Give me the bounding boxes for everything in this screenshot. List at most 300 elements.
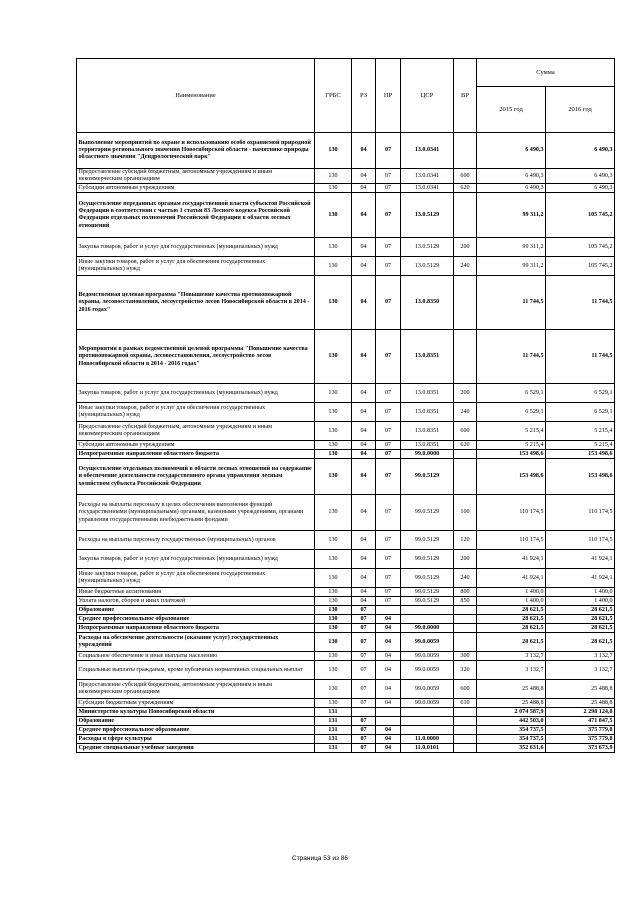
table-row <box>77 661 615 680</box>
table-row <box>77 384 615 403</box>
cell-csr: 99.0.0059 <box>401 699 454 708</box>
table-row <box>77 257 615 276</box>
cell-name: Образование <box>77 606 315 615</box>
cell-sum-2015: 110 174,5 <box>477 495 546 531</box>
table-row <box>77 550 615 569</box>
table-row <box>77 184 615 193</box>
cell-grbs: 130 <box>315 330 352 384</box>
cell-sum-2015: 41 924,1 <box>477 550 546 569</box>
cell-sum-2015: 3 132,7 <box>477 652 546 661</box>
cell-name: Субсидии автономным учреждениям <box>77 441 315 450</box>
cell-sum-2016: 28 621,5 <box>546 624 615 633</box>
cell-sum-2016: 5 215,4 <box>546 422 615 441</box>
budget-table <box>76 58 615 753</box>
table-row <box>77 495 615 531</box>
table-row <box>77 652 615 661</box>
cell-csr: 13.0.5129 <box>401 257 454 276</box>
cell-pr: 07 <box>376 597 401 606</box>
table-row <box>77 624 615 633</box>
cell-pr: 07 <box>376 569 401 588</box>
table-row <box>77 531 615 550</box>
cell-sum-2016: 105 745,2 <box>546 238 615 257</box>
cell-rz: 07 <box>352 735 376 744</box>
cell-name: Закупка товаров, работ и услуг для государственных (муниципальных) нужд <box>77 238 315 257</box>
table-row <box>77 450 615 459</box>
cell-rz: 04 <box>352 133 376 169</box>
cell-grbs: 130 <box>315 257 352 276</box>
cell-csr: 99.0.5129 <box>401 588 454 597</box>
cell-grbs: 130 <box>315 606 352 615</box>
cell-vr: 610 <box>454 699 477 708</box>
cell-sum-2015: 153 498,6 <box>477 459 546 495</box>
cell-csr <box>401 615 454 624</box>
cell-grbs: 131 <box>315 726 352 735</box>
cell-csr: 13.0.8351 <box>401 384 454 403</box>
cell-name: Иные закупки товаров, работ и услуг для обеспечения государственных (муниципальных) нужд <box>77 403 315 422</box>
cell-sum-2016: 1 400,0 <box>546 597 615 606</box>
cell-rz: 07 <box>352 726 376 735</box>
cell-name: Закупка товаров, работ и услуг для государственных (муниципальных) нужд <box>77 550 315 569</box>
cell-pr: 04 <box>376 633 401 652</box>
cell-pr: 04 <box>376 744 401 753</box>
cell-rz: 04 <box>352 403 376 422</box>
cell-sum-2016: 3 132,7 <box>546 652 615 661</box>
cell-name: Предоставление субсидий бюджетным, автономным учреждениям и иным некоммерческим организациям <box>77 169 315 184</box>
cell-rz: 04 <box>352 550 376 569</box>
cell-vr: 200 <box>454 550 477 569</box>
cell-csr: 11.0.0000 <box>401 735 454 744</box>
cell-vr <box>454 615 477 624</box>
cell-sum-2015: 6 490,3 <box>477 133 546 169</box>
cell-name: Расходы на выплаты персоналу в целях обеспечения выполнения функций государственными (муниципальными) органами, казенными учреждениями, органами управления государственными внебюджетными фондами <box>77 495 315 531</box>
cell-sum-2015: 2 074 587,9 <box>477 708 546 717</box>
cell-vr: 240 <box>454 569 477 588</box>
table-row <box>77 422 615 441</box>
cell-csr: 99.0.0059 <box>401 633 454 652</box>
cell-grbs: 130 <box>315 384 352 403</box>
cell-rz: 04 <box>352 531 376 550</box>
cell-sum-2015: 28 621,5 <box>477 606 546 615</box>
table-row <box>77 459 615 495</box>
table-row <box>77 133 615 169</box>
cell-sum-2015: 11 744,5 <box>477 276 546 330</box>
cell-pr: 04 <box>376 624 401 633</box>
cell-vr <box>454 726 477 735</box>
cell-name: Иные закупки товаров, работ и услуг для обеспечения государственных (муниципальных) нужд <box>77 569 315 588</box>
cell-vr: 320 <box>454 661 477 680</box>
table-row <box>77 744 615 753</box>
cell-csr <box>401 726 454 735</box>
cell-name: Иные закупки товаров, работ и услуг для обеспечения государственных (муниципальных) нужд <box>77 257 315 276</box>
cell-grbs: 130 <box>315 624 352 633</box>
cell-sum-2016: 6 490,3 <box>546 169 615 184</box>
cell-grbs: 130 <box>315 422 352 441</box>
cell-pr: 07 <box>376 459 401 495</box>
cell-pr: 04 <box>376 615 401 624</box>
cell-grbs: 131 <box>315 708 352 717</box>
cell-sum-2016: 28 621,5 <box>546 606 615 615</box>
cell-rz: 07 <box>352 699 376 708</box>
cell-sum-2015: 6 490,3 <box>477 184 546 193</box>
cell-sum-2016: 110 174,5 <box>546 495 615 531</box>
cell-pr <box>376 717 401 726</box>
cell-csr: 99.0.5129 <box>401 459 454 495</box>
cell-grbs: 130 <box>315 588 352 597</box>
cell-pr: 04 <box>376 726 401 735</box>
cell-sum-2016: 41 924,1 <box>546 550 615 569</box>
cell-vr <box>454 735 477 744</box>
cell-rz: 04 <box>352 441 376 450</box>
cell-csr: 13.0.0341 <box>401 184 454 193</box>
cell-vr: 620 <box>454 184 477 193</box>
cell-sum-2015: 3 132,7 <box>477 661 546 680</box>
cell-grbs: 130 <box>315 652 352 661</box>
table-row <box>77 193 615 238</box>
cell-name: Среднее профессиональное образование <box>77 726 315 735</box>
cell-pr: 07 <box>376 330 401 384</box>
cell-name: Образование <box>77 717 315 726</box>
cell-csr: 99.0.0000 <box>401 450 454 459</box>
cell-vr: 100 <box>454 495 477 531</box>
cell-sum-2015: 6 490,3 <box>477 169 546 184</box>
header-year-2016: 2016 год <box>546 87 615 133</box>
cell-pr: 07 <box>376 550 401 569</box>
cell-sum-2016: 28 621,5 <box>546 615 615 624</box>
cell-name: Иные бюджетные ассигнования <box>77 588 315 597</box>
cell-sum-2016: 373 673,9 <box>546 744 615 753</box>
cell-grbs: 130 <box>315 550 352 569</box>
cell-rz: 07 <box>352 652 376 661</box>
cell-csr: 13.0.0341 <box>401 169 454 184</box>
cell-sum-2015: 352 631,6 <box>477 744 546 753</box>
cell-grbs: 130 <box>315 441 352 450</box>
cell-vr <box>454 708 477 717</box>
cell-rz: 04 <box>352 184 376 193</box>
cell-pr: 04 <box>376 735 401 744</box>
cell-rz: 04 <box>352 569 376 588</box>
cell-sum-2015: 25 488,8 <box>477 680 546 699</box>
cell-sum-2015: 6 529,1 <box>477 403 546 422</box>
cell-csr: 99.0.0059 <box>401 652 454 661</box>
table-row <box>77 615 615 624</box>
cell-rz: 07 <box>352 744 376 753</box>
cell-pr <box>376 606 401 615</box>
cell-rz: 04 <box>352 330 376 384</box>
cell-vr <box>454 133 477 169</box>
cell-csr: 99.0.0059 <box>401 680 454 699</box>
cell-csr: 13.0.8350 <box>401 276 454 330</box>
cell-vr: 600 <box>454 169 477 184</box>
cell-csr: 99.0.5129 <box>401 531 454 550</box>
table-row <box>77 606 615 615</box>
cell-sum-2016: 153 498,6 <box>546 459 615 495</box>
cell-grbs: 131 <box>315 717 352 726</box>
cell-name: Закупка товаров, работ и услуг для государственных (муниципальных) нужд <box>77 384 315 403</box>
cell-sum-2015: 28 621,5 <box>477 615 546 624</box>
cell-sum-2016: 25 488,8 <box>546 699 615 708</box>
cell-pr: 07 <box>376 184 401 193</box>
table-row <box>77 569 615 588</box>
cell-rz: 04 <box>352 238 376 257</box>
cell-sum-2015: 99 311,2 <box>477 238 546 257</box>
table-row <box>77 276 615 330</box>
cell-name: Уплата налогов, сборов и иных платежей <box>77 597 315 606</box>
cell-vr <box>454 606 477 615</box>
table-row <box>77 699 615 708</box>
cell-grbs: 130 <box>315 184 352 193</box>
header-vr: ВР <box>454 59 477 133</box>
cell-pr: 07 <box>376 531 401 550</box>
cell-csr: 13.0.5129 <box>401 193 454 238</box>
cell-sum-2016: 1 400,0 <box>546 588 615 597</box>
cell-sum-2016: 375 779,8 <box>546 735 615 744</box>
cell-pr: 04 <box>376 680 401 699</box>
header-year-2015: 2015 год <box>477 87 546 133</box>
header-sum: Сумма <box>477 59 615 87</box>
cell-sum-2016: 41 924,1 <box>546 569 615 588</box>
cell-pr: 07 <box>376 193 401 238</box>
cell-vr: 600 <box>454 422 477 441</box>
header-name: Наименование <box>77 59 315 133</box>
cell-sum-2016: 11 744,5 <box>546 276 615 330</box>
cell-name: Расходы на выплаты персоналу государственных (муниципальных) органов <box>77 531 315 550</box>
cell-sum-2015: 110 174,5 <box>477 531 546 550</box>
cell-name: Средние специальные учебные заведения <box>77 744 315 753</box>
cell-rz: 04 <box>352 169 376 184</box>
cell-csr <box>401 708 454 717</box>
cell-sum-2015: 99 311,2 <box>477 193 546 238</box>
cell-sum-2016: 6 490,3 <box>546 184 615 193</box>
cell-rz: 04 <box>352 193 376 238</box>
cell-grbs: 130 <box>315 531 352 550</box>
cell-grbs: 130 <box>315 238 352 257</box>
cell-grbs: 130 <box>315 133 352 169</box>
cell-rz: 04 <box>352 597 376 606</box>
cell-sum-2016: 5 215,4 <box>546 441 615 450</box>
cell-csr: 13.0.0341 <box>401 133 454 169</box>
cell-csr: 99.0.5129 <box>401 569 454 588</box>
table-row <box>77 726 615 735</box>
cell-name: Расходы в сфере культуры <box>77 735 315 744</box>
cell-vr: 200 <box>454 384 477 403</box>
cell-sum-2015: 28 621,5 <box>477 624 546 633</box>
cell-sum-2015: 5 215,4 <box>477 441 546 450</box>
cell-csr: 99.0.5129 <box>401 597 454 606</box>
cell-grbs: 131 <box>315 735 352 744</box>
cell-sum-2015: 5 215,4 <box>477 422 546 441</box>
cell-name: Субсидии бюджетным учреждениям <box>77 699 315 708</box>
cell-sum-2016: 2 298 124,8 <box>546 708 615 717</box>
cell-rz: 07 <box>352 680 376 699</box>
cell-name: Осуществление отдельных полномочий в области лесных отношений на содержание и обеспечение деятельности государственного органа управления лесным хозяйством субъекта Российской Федерации <box>77 459 315 495</box>
cell-csr <box>401 606 454 615</box>
cell-sum-2015: 25 488,8 <box>477 699 546 708</box>
cell-sum-2015: 11 744,5 <box>477 330 546 384</box>
cell-csr: 99.0.0000 <box>401 624 454 633</box>
table-row <box>77 238 615 257</box>
cell-pr: 07 <box>376 441 401 450</box>
cell-sum-2015: 99 311,2 <box>477 257 546 276</box>
cell-name: Предоставление субсидий бюджетным, автономным учреждениям и иным некоммерческим организациям <box>77 680 315 699</box>
cell-rz: 04 <box>352 422 376 441</box>
cell-sum-2015: 354 737,5 <box>477 735 546 744</box>
cell-rz: 04 <box>352 495 376 531</box>
cell-vr <box>454 744 477 753</box>
cell-name: Предоставление субсидий бюджетным, автономным учреждениям и иным некоммерческим организациям <box>77 422 315 441</box>
cell-csr: 13.0.8351 <box>401 403 454 422</box>
cell-pr: 07 <box>376 403 401 422</box>
cell-grbs: 130 <box>315 661 352 680</box>
cell-csr: 99.0.5129 <box>401 550 454 569</box>
cell-rz: 04 <box>352 459 376 495</box>
page-number: Страница 53 из 86 <box>292 855 348 862</box>
cell-name: Выполнение мероприятий по охране и использованию особо охраняемой природной территории регионального значения Новосибирской области - памятнике природы областного значения "Дендрологический парк" <box>77 133 315 169</box>
cell-csr: 99.0.0059 <box>401 661 454 680</box>
cell-pr: 07 <box>376 133 401 169</box>
cell-grbs: 130 <box>315 597 352 606</box>
cell-grbs: 130 <box>315 569 352 588</box>
cell-vr <box>454 193 477 238</box>
cell-name: Социальное обеспечение и иные выплаты населению <box>77 652 315 661</box>
cell-pr: 07 <box>376 169 401 184</box>
table-body <box>77 133 615 753</box>
table-row <box>77 403 615 422</box>
cell-sum-2015: 6 529,1 <box>477 384 546 403</box>
cell-vr: 600 <box>454 680 477 699</box>
cell-name: Непрограммные направления областного бюджета <box>77 624 315 633</box>
cell-sum-2016: 25 488,8 <box>546 680 615 699</box>
cell-name: Ведомственная целевая программа "Повышение качества противопожарной охраны, лесовосстановления, лесоустройство лесов Новосибирской области в 2014 - 2016 годах" <box>77 276 315 330</box>
cell-grbs: 130 <box>315 615 352 624</box>
cell-pr: 07 <box>376 422 401 441</box>
cell-pr: 07 <box>376 276 401 330</box>
cell-name: Непрограммные направления областного бюджета <box>77 450 315 459</box>
cell-vr: 850 <box>454 597 477 606</box>
header-grbs: ГРБС <box>315 59 352 133</box>
cell-grbs: 130 <box>315 699 352 708</box>
cell-vr: 240 <box>454 403 477 422</box>
cell-rz: 07 <box>352 624 376 633</box>
cell-grbs: 130 <box>315 276 352 330</box>
cell-name: Мероприятия в рамках ведомственной целевой программы "Повышение качества противопожарной охраны, лесовосстановления, лесоустройство лесов Новосибирской области в 2014 - 2016 годах" <box>77 330 315 384</box>
cell-sum-2016: 471 847,5 <box>546 717 615 726</box>
cell-pr: 04 <box>376 652 401 661</box>
cell-vr <box>454 633 477 652</box>
cell-name: Субсидии автономным учреждениям <box>77 184 315 193</box>
cell-name: Министерство культуры Новосибирской области <box>77 708 315 717</box>
cell-pr: 07 <box>376 450 401 459</box>
cell-rz: 04 <box>352 257 376 276</box>
cell-pr: 04 <box>376 661 401 680</box>
cell-rz: 04 <box>352 384 376 403</box>
table-row <box>77 680 615 699</box>
cell-vr <box>454 717 477 726</box>
cell-pr: 07 <box>376 257 401 276</box>
cell-sum-2016: 28 621,5 <box>546 633 615 652</box>
cell-csr: 13.0.8351 <box>401 441 454 450</box>
cell-rz: 04 <box>352 276 376 330</box>
table-row <box>77 633 615 652</box>
cell-sum-2016: 11 744,5 <box>546 330 615 384</box>
table-row <box>77 588 615 597</box>
cell-rz: 04 <box>352 588 376 597</box>
cell-grbs: 130 <box>315 633 352 652</box>
cell-name: Расходы на обеспечение деятельности (оказание услуг) государственных учреждений <box>77 633 315 652</box>
cell-pr: 07 <box>376 495 401 531</box>
cell-grbs: 130 <box>315 169 352 184</box>
cell-rz <box>352 708 376 717</box>
cell-vr <box>454 276 477 330</box>
cell-vr <box>454 330 477 384</box>
cell-sum-2016: 375 779,8 <box>546 726 615 735</box>
cell-rz: 04 <box>352 450 376 459</box>
cell-grbs: 130 <box>315 450 352 459</box>
cell-sum-2015: 1 400,0 <box>477 588 546 597</box>
cell-sum-2016: 6 490,3 <box>546 133 615 169</box>
cell-vr: 120 <box>454 531 477 550</box>
header-csr: ЦСР <box>401 59 454 133</box>
cell-sum-2016: 6 529,1 <box>546 403 615 422</box>
cell-sum-2015: 1 400,0 <box>477 597 546 606</box>
cell-pr: 07 <box>376 588 401 597</box>
cell-grbs: 130 <box>315 680 352 699</box>
cell-sum-2015: 354 737,5 <box>477 726 546 735</box>
table-row <box>77 717 615 726</box>
cell-sum-2015: 28 621,5 <box>477 633 546 652</box>
cell-rz: 07 <box>352 717 376 726</box>
cell-sum-2016: 153 498,6 <box>546 450 615 459</box>
cell-rz: 07 <box>352 661 376 680</box>
cell-pr: 07 <box>376 384 401 403</box>
header-rz: РЗ <box>352 59 376 133</box>
header-pr: ПР <box>376 59 401 133</box>
cell-sum-2016: 105 745,2 <box>546 257 615 276</box>
table-row <box>77 597 615 606</box>
table-row <box>77 330 615 384</box>
cell-pr: 04 <box>376 699 401 708</box>
cell-csr: 13.0.8351 <box>401 330 454 384</box>
cell-sum-2016: 105 745,2 <box>546 193 615 238</box>
cell-pr <box>376 708 401 717</box>
table-row <box>77 441 615 450</box>
cell-name: Осуществление переданных органам государственной власти субъектов Российской Федерации в соответствии с частью 1 статьи 83 Лесного кодекса Российской Федерации отдельных полномочий Российской Федерации в области лесных отношений <box>77 193 315 238</box>
cell-vr: 800 <box>454 588 477 597</box>
cell-rz: 07 <box>352 606 376 615</box>
cell-grbs: 130 <box>315 495 352 531</box>
cell-vr: 300 <box>454 652 477 661</box>
cell-sum-2015: 442 503,0 <box>477 717 546 726</box>
cell-csr: 11.0.0101 <box>401 744 454 753</box>
cell-grbs: 131 <box>315 744 352 753</box>
table-row <box>77 169 615 184</box>
cell-rz: 07 <box>352 633 376 652</box>
cell-sum-2016: 3 132,7 <box>546 661 615 680</box>
cell-rz: 07 <box>352 615 376 624</box>
table-row <box>77 735 615 744</box>
cell-sum-2015: 153 498,6 <box>477 450 546 459</box>
cell-vr <box>454 624 477 633</box>
cell-grbs: 130 <box>315 403 352 422</box>
cell-vr <box>454 450 477 459</box>
cell-vr: 200 <box>454 238 477 257</box>
cell-name: Среднее профессиональное образование <box>77 615 315 624</box>
table-row <box>77 708 615 717</box>
cell-pr: 07 <box>376 238 401 257</box>
cell-sum-2016: 6 529,1 <box>546 384 615 403</box>
cell-grbs: 130 <box>315 193 352 238</box>
cell-sum-2015: 41 924,1 <box>477 569 546 588</box>
cell-csr: 99.0.5129 <box>401 495 454 531</box>
